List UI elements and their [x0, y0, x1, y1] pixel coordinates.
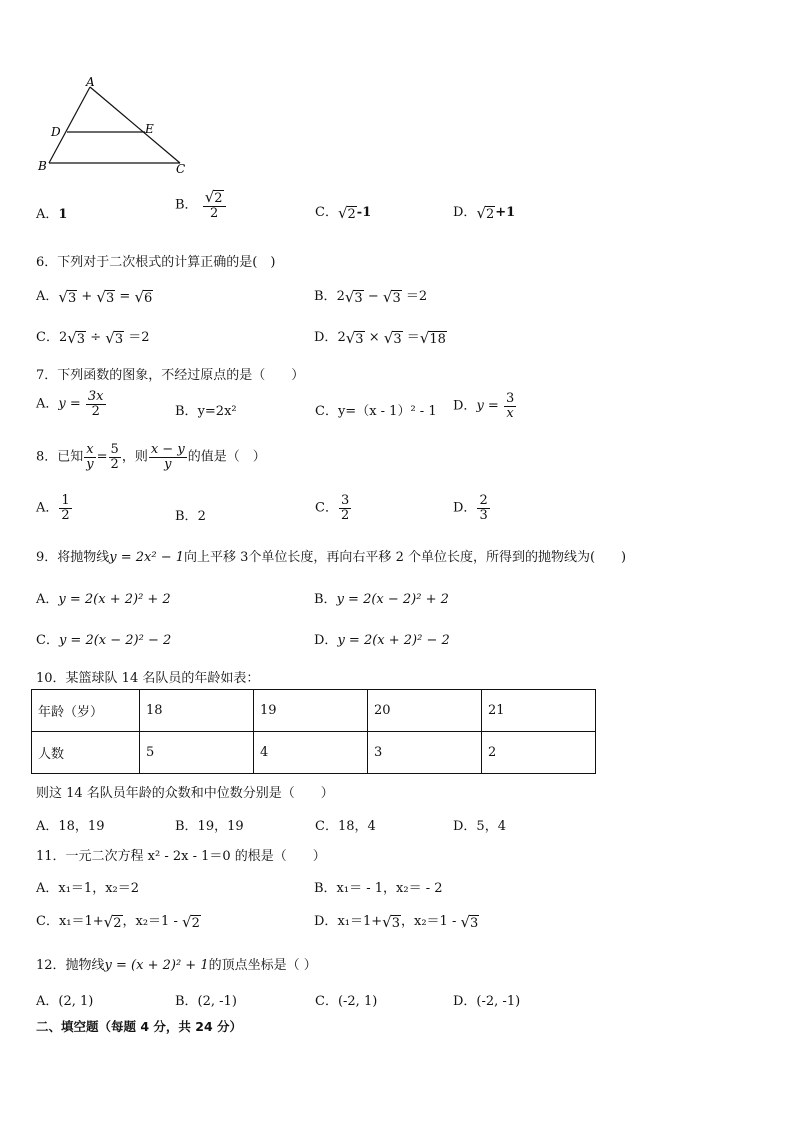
q6-option-d[interactable]: D．2√3 × √3 ＝√18	[314, 328, 446, 347]
label-e: E	[145, 122, 154, 136]
section-heading: 二、填空题（每题 4 分，共 24 分）	[36, 1019, 243, 1034]
q7-option-b[interactable]: B．y=2x²	[175, 404, 237, 419]
table-cell: 21	[482, 690, 596, 732]
option-letter: C．	[315, 205, 338, 220]
q11-option-b[interactable]: B．x₁＝ - 1，x₂＝ - 2	[314, 881, 443, 896]
age-table	[31, 689, 596, 774]
triangle-figure	[30, 75, 200, 180]
q6-option-b[interactable]: B．2√3 − √3 ＝2	[314, 287, 428, 306]
label-a: A	[86, 75, 95, 89]
table-cell: 5	[140, 732, 254, 774]
table-cell: 人数	[32, 732, 140, 774]
q11-stem: 11．一元二次方程 x² - 2x - 1＝0 的根是（ ）	[36, 849, 326, 864]
option-letter: D．	[453, 205, 477, 220]
radical: √2	[337, 203, 356, 222]
q8-option-c[interactable]: C． $\frac{3}{2}$	[315, 493, 350, 523]
q8-option-d[interactable]: D． $\frac{2}{3}$	[453, 493, 488, 523]
q11-option-d[interactable]: D．x₁＝1+√3，x₂＝1 - √3	[314, 912, 479, 931]
q10-option-d[interactable]: D．5，4	[453, 819, 506, 834]
table-row	[32, 690, 596, 732]
q12-option-c[interactable]: C．(-2, 1)	[315, 994, 378, 1009]
q10-option-a[interactable]: A．18，19	[36, 819, 105, 834]
label-c: C	[176, 162, 186, 176]
q10-stem: 10．某篮球队 14 名队员的年龄如表：	[36, 671, 260, 686]
q8-stem: 8．已知 $\frac{x}{y}$ = $\frac{5}{2}$ ，则 $\frac{x - y}{y}$ 的值是（ ）	[36, 442, 266, 472]
q9-option-d[interactable]: D．y = 2(x + 2)² − 2	[314, 633, 450, 648]
option-letter: A．	[36, 207, 59, 222]
q8-option-a[interactable]: A． $\frac{1}{2}$	[36, 493, 70, 523]
q10-option-c[interactable]: C．18，4	[315, 819, 376, 834]
q9-stem: 9．将抛物线y = 2x² − 1向上平移 3个单位长度，再向右平移 2 个单位长度，所得到的抛物线为( )	[36, 550, 627, 565]
table-cell: 年龄（岁）	[32, 690, 140, 732]
label-d: D	[51, 125, 61, 139]
table-cell: 3	[368, 732, 482, 774]
label-b: B	[38, 159, 47, 173]
q10-option-b[interactable]: B．19，19	[175, 819, 244, 834]
q9-option-c[interactable]: C．y = 2(x − 2)² − 2	[36, 633, 172, 648]
option-value: 1	[58, 207, 68, 222]
q7-option-d[interactable]: D．y = $\frac{3}{x}$	[453, 391, 515, 421]
q5-option-d[interactable]: D．√2+1	[453, 203, 516, 222]
q5-option-b[interactable]	[175, 190, 227, 220]
q7-option-a[interactable]: A．y = $\frac{3x}{2}$	[36, 389, 104, 419]
q6-option-c[interactable]: C．2√3 ÷ √3 ＝2	[36, 328, 150, 347]
q9-option-a[interactable]: A．y = 2(x + 2)² + 2	[36, 592, 171, 607]
q12-option-b[interactable]: B．(2, -1)	[175, 994, 237, 1009]
q5-option-a[interactable]	[36, 203, 67, 222]
table-row	[32, 732, 596, 774]
q12-option-d[interactable]: D．(-2, -1)	[453, 994, 521, 1009]
table-cell: 18	[140, 690, 254, 732]
q5-option-c[interactable]: C．√2-1	[315, 203, 372, 222]
q9-option-b[interactable]: B．y = 2(x − 2)² + 2	[314, 592, 449, 607]
radical: √2	[476, 203, 495, 222]
table-cell: 19	[254, 690, 368, 732]
q8-option-b[interactable]: B．2	[175, 509, 206, 524]
q12-stem: 12．抛物线y = (x + 2)² + 1的顶点坐标是（ ）	[36, 958, 317, 973]
q7-option-c[interactable]: C．y=（x - 1）² - 1	[315, 404, 437, 419]
q6-option-a[interactable]: A．√3 + √3 = √6	[36, 287, 153, 306]
q7-stem: 7．下列函数的图象，不经过原点的是（ ）	[36, 368, 305, 383]
q12-option-a[interactable]: A．(2, 1)	[36, 994, 94, 1009]
q11-option-a[interactable]: A．x₁＝1，x₂＝2	[36, 881, 140, 896]
q11-option-c[interactable]: C．x₁＝1+√2，x₂＝1 - √2	[36, 912, 200, 931]
table-cell: 4	[254, 732, 368, 774]
table-cell: 2	[482, 732, 596, 774]
q6-stem: 6．下列对于二次根式的计算正确的是( )	[36, 255, 276, 270]
table-cell: 20	[368, 690, 482, 732]
fraction: $\frac{√2}{2}$	[203, 190, 226, 220]
q10-question: 则这 14 名队员年龄的众数和中位数分别是（ ）	[36, 786, 334, 801]
edge-ac	[90, 87, 180, 163]
option-letter: B．	[175, 197, 198, 213]
